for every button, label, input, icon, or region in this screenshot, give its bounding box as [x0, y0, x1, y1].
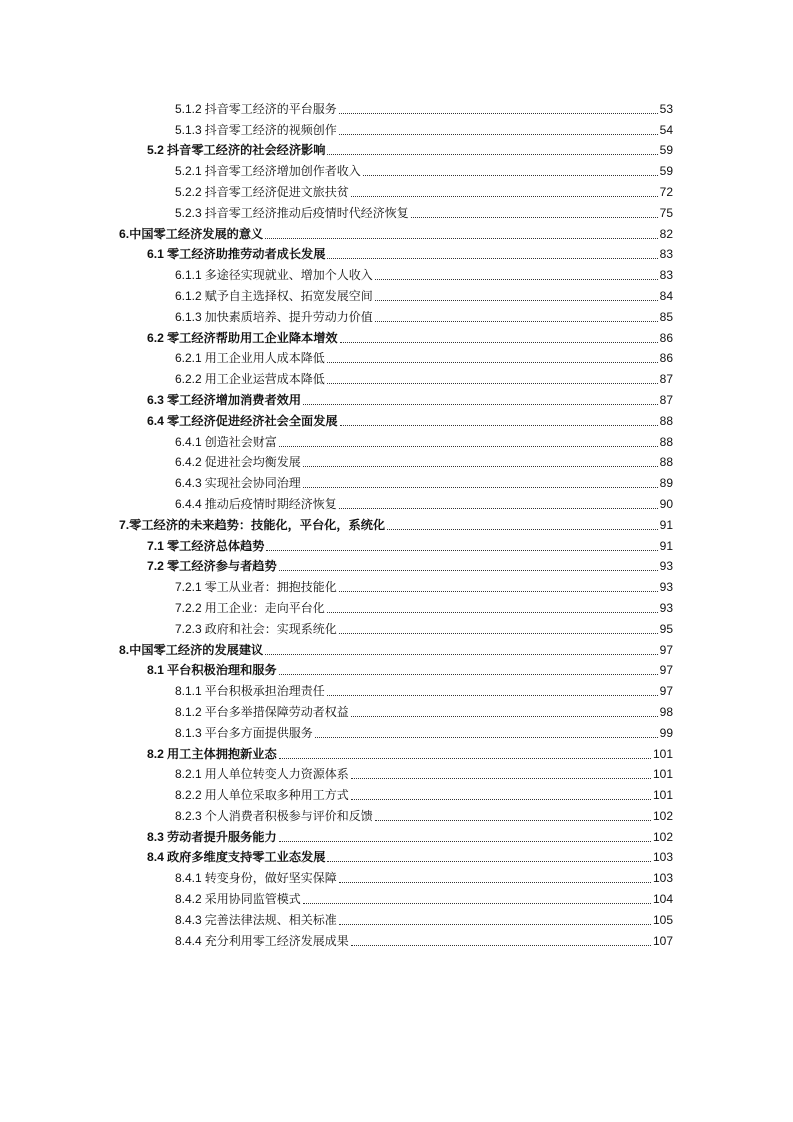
toc-entry-number: 5.1.3: [175, 122, 202, 137]
toc-entry-text: 实现社会协同治理: [204, 476, 301, 491]
toc-page-number: 54: [659, 122, 673, 137]
toc-entry-title: [175, 288, 373, 304]
toc-entry[interactable]: [119, 470, 673, 491]
toc-entry[interactable]: [119, 242, 673, 263]
dot-leader: [327, 362, 658, 363]
toc-page-number: 89: [659, 476, 673, 491]
toc-page-number: 98: [659, 704, 673, 719]
toc-entry-text: 零工经济助推劳动者成长发展: [166, 247, 326, 262]
toc-entry-number: 8.1.3: [175, 725, 202, 740]
dot-leader: [279, 446, 658, 447]
toc-entry-title: [175, 933, 349, 949]
toc-entry-number: 8.: [119, 642, 130, 657]
toc-entry-number: 8.2: [147, 746, 164, 761]
dot-leader: [375, 321, 658, 322]
toc-page-number: 83: [659, 268, 673, 283]
toc-entry-text: 零工经济增加消费者效用: [166, 392, 302, 407]
toc-page-number: 97: [659, 684, 673, 699]
toc-entry-number: 8.1: [147, 663, 164, 678]
toc-entry-text: 创造社会财富: [204, 434, 277, 449]
toc-page-number: 59: [659, 164, 673, 179]
toc-entry-title: [175, 704, 349, 720]
toc-page-number: 86: [659, 330, 673, 345]
toc-page-number: 93: [659, 559, 673, 574]
toc-entry-text: 用人单位转变人力资源体系: [204, 767, 349, 782]
toc-entry-title: [175, 101, 337, 117]
toc-entry-title: [175, 621, 337, 637]
toc-entry[interactable]: [119, 512, 673, 533]
toc-entry-title: [175, 184, 349, 200]
toc-entry-title: [175, 475, 301, 491]
toc-entry-number: 8.4.3: [175, 912, 202, 927]
toc-entry[interactable]: [119, 699, 673, 720]
dot-leader: [339, 134, 658, 135]
toc-page-number: 53: [659, 101, 673, 116]
toc-entry-title: [119, 517, 385, 533]
toc-entry-text: 抖音零工经济推动后疫情时代经济恢复: [204, 205, 409, 220]
dot-leader: [266, 550, 657, 551]
toc-entry-text: 加快素质培养、提升劳动力价值: [204, 309, 373, 324]
toc-page-number: 59: [659, 143, 673, 158]
toc-entry[interactable]: [119, 782, 673, 803]
toc-page-number: 72: [659, 184, 673, 199]
toc-entry-number: 6.4: [147, 413, 164, 428]
toc-page-number: 85: [659, 309, 673, 324]
toc-entry-title: [175, 163, 361, 179]
toc-entry-number: 6.1.1: [175, 268, 202, 283]
toc-entry-number: 7.: [119, 517, 130, 532]
toc-entry-number: 7.2.1: [175, 580, 202, 595]
toc-entry[interactable]: [119, 408, 673, 429]
dot-leader: [279, 570, 658, 571]
toc-entry[interactable]: [119, 554, 673, 575]
toc-entry[interactable]: [119, 637, 673, 658]
toc-entry-title: [175, 454, 301, 470]
toc-entry-text: 零工经济参与者趋势: [166, 559, 277, 574]
toc-page-number: 87: [659, 372, 673, 387]
toc-page-number: 88: [659, 413, 673, 428]
toc-entry-text: 用工企业：走向平台化: [204, 600, 325, 615]
toc-entry-title: [147, 330, 338, 346]
dot-leader: [327, 383, 658, 384]
toc-entry-text: 零工经济总体趋势: [166, 538, 265, 553]
toc-entry-text: 中国零工经济发展的意义: [129, 226, 264, 241]
toc-entry-number: 8.4.4: [175, 933, 202, 948]
toc-entry-number: 5.2.3: [175, 205, 202, 220]
dot-leader: [340, 425, 658, 426]
toc-entry[interactable]: [119, 283, 673, 304]
toc-page-number: 103: [652, 871, 673, 886]
toc-entry[interactable]: [119, 762, 673, 783]
dot-leader: [339, 113, 658, 114]
toc-entry[interactable]: [119, 387, 673, 408]
toc-entry-number: 6.4.4: [175, 496, 202, 511]
dot-leader: [315, 737, 658, 738]
toc-entry-number: 5.1.2: [175, 101, 202, 116]
toc-entry-title: [147, 538, 264, 554]
toc-entry-title: [175, 267, 373, 283]
toc-entry-number: 7.2: [147, 559, 164, 574]
toc-entry-text: 用工主体拥抱新业态: [166, 746, 277, 761]
toc-entry[interactable]: [119, 865, 673, 886]
toc-entry-title: [147, 849, 325, 865]
toc-entry-title: [147, 413, 338, 429]
table-of-contents: [119, 96, 673, 949]
toc-entry-text: 劳动者提升服务能力: [166, 829, 277, 844]
toc-entry-text: 促进社会均衡发展: [204, 455, 301, 470]
dot-leader: [339, 508, 658, 509]
toc-entry-title: [147, 142, 325, 158]
toc-entry-title: [175, 579, 337, 595]
toc-entry[interactable]: [119, 886, 673, 907]
dot-leader: [387, 529, 658, 530]
toc-entry-number: 6.2.1: [175, 351, 202, 366]
toc-entry-text: 政府多维度支持零工业态发展: [166, 850, 326, 865]
toc-entry-number: 8.1.1: [175, 684, 202, 699]
toc-entry[interactable]: [119, 366, 673, 387]
dot-leader: [375, 820, 651, 821]
toc-page-number: 84: [659, 288, 673, 303]
toc-entry-title: [175, 205, 409, 221]
toc-entry-text: 平台多举措保障劳动者权益: [204, 704, 349, 719]
toc-page-number: 97: [659, 642, 673, 657]
toc-entry-text: 零工经济促进经济社会全面发展: [166, 413, 338, 428]
toc-entry-text: 用工企业用人成本降低: [204, 351, 325, 366]
toc-entry-number: 6.1.2: [175, 288, 202, 303]
dot-leader: [303, 903, 651, 904]
toc-entry[interactable]: [119, 803, 673, 824]
dot-leader: [340, 342, 658, 343]
toc-entry-text: 政府和社会：实现系统化: [204, 621, 337, 636]
toc-entry-title: [175, 434, 277, 450]
toc-entry-text: 抖音零工经济的社会经济影响: [166, 143, 326, 158]
toc-page-number: 91: [659, 517, 673, 532]
toc-entry[interactable]: [119, 678, 673, 699]
dot-leader: [339, 591, 658, 592]
toc-page-number: 105: [652, 912, 673, 927]
toc-entry[interactable]: [119, 262, 673, 283]
toc-entry-title: [147, 829, 277, 845]
toc-page-number: 93: [659, 600, 673, 615]
dot-leader: [303, 404, 658, 405]
toc-entry-title: [147, 246, 325, 262]
dot-leader: [375, 300, 658, 301]
dot-leader: [363, 175, 658, 176]
toc-entry-number: 6.4.1: [175, 434, 202, 449]
toc-entry[interactable]: [119, 616, 673, 637]
toc-entry-title: [175, 891, 301, 907]
toc-entry-title: [175, 122, 337, 138]
toc-entry-title: [175, 870, 337, 886]
toc-entry[interactable]: [119, 533, 673, 554]
toc-entry-number: 8.2.1: [175, 767, 202, 782]
dot-leader: [303, 487, 658, 488]
toc-entry-text: 用工企业运营成本降低: [204, 372, 325, 387]
dot-leader: [265, 238, 657, 239]
toc-entry[interactable]: [119, 720, 673, 741]
toc-entry-number: 5.2.2: [175, 184, 202, 199]
toc-entry[interactable]: [119, 179, 673, 200]
toc-entry-text: 充分利用零工经济发展成果: [204, 933, 349, 948]
toc-entry-text: 平台多方面提供服务: [204, 725, 313, 740]
toc-page-number: 104: [652, 892, 673, 907]
toc-entry-text: 完善法律法规、相关标准: [204, 912, 337, 927]
toc-entry-number: 8.1.2: [175, 704, 202, 719]
dot-leader: [351, 196, 658, 197]
toc-page-number: 102: [652, 829, 673, 844]
toc-entry[interactable]: [119, 491, 673, 512]
toc-entry-number: 6.2: [147, 330, 164, 345]
toc-entry-text: 用人单位采取多种用工方式: [204, 788, 349, 803]
toc-entry-number: 8.3: [147, 829, 164, 844]
toc-entry-text: 抖音零工经济的视频创作: [204, 122, 337, 137]
toc-entry-title: [175, 309, 373, 325]
toc-entry-number: 5.2.1: [175, 164, 202, 179]
toc-entry-title: [147, 558, 277, 574]
toc-entry[interactable]: [119, 928, 673, 949]
toc-entry-title: [175, 371, 325, 387]
toc-entry-title: [175, 912, 337, 928]
dot-leader: [339, 924, 651, 925]
toc-entry-number: 8.4.1: [175, 871, 202, 886]
dot-leader: [279, 758, 651, 759]
dot-leader: [279, 674, 658, 675]
toc-entry[interactable]: [119, 325, 673, 346]
toc-entry[interactable]: [119, 200, 673, 221]
toc-entry-title: [175, 496, 337, 512]
dot-leader: [279, 841, 651, 842]
toc-page-number: 103: [652, 850, 673, 865]
toc-entry-title: [175, 787, 349, 803]
toc-entry[interactable]: [119, 907, 673, 928]
toc-entry-number: 6.: [119, 226, 130, 241]
toc-entry[interactable]: [119, 429, 673, 450]
dot-leader: [327, 154, 657, 155]
toc-entry-text: 采用协同监管模式: [204, 892, 301, 907]
toc-entry-title: [175, 808, 373, 824]
dot-leader: [375, 279, 658, 280]
toc-entry-number: 6.1: [147, 247, 164, 262]
toc-entry[interactable]: [119, 117, 673, 138]
toc-entry[interactable]: [119, 221, 673, 242]
toc-entry-text: 中国零工经济的发展建议: [129, 642, 264, 657]
toc-page-number: 93: [659, 580, 673, 595]
toc-entry-text: 抖音零工经济促进文旅扶贫: [204, 184, 349, 199]
dot-leader: [351, 716, 658, 717]
toc-entry[interactable]: [119, 96, 673, 117]
toc-entry-number: 8.2.3: [175, 808, 202, 823]
dot-leader: [303, 466, 658, 467]
toc-page-number: 101: [652, 746, 673, 761]
toc-entry-text: 平台积极承担治理责任: [204, 684, 325, 699]
toc-entry-number: 6.4.2: [175, 455, 202, 470]
toc-page-number: 82: [659, 226, 673, 241]
toc-entry-title: [175, 683, 325, 699]
toc-entry-title: [175, 600, 325, 616]
toc-entry[interactable]: [119, 304, 673, 325]
toc-entry[interactable]: [119, 824, 673, 845]
toc-entry-number: 8.4.2: [175, 892, 202, 907]
toc-entry-text: 抖音零工经济增加创作者收入: [204, 164, 361, 179]
toc-entry-number: 8.2.2: [175, 788, 202, 803]
toc-entry-text: 转变身份，做好坚实保障: [204, 871, 337, 886]
dot-leader: [327, 612, 658, 613]
toc-entry-text: 平台积极治理和服务: [166, 663, 277, 678]
toc-entry-text: 多途径实现就业、增加个人收入: [204, 268, 373, 283]
toc-entry-number: 6.2.2: [175, 372, 202, 387]
toc-entry-number: 6.3: [147, 392, 164, 407]
toc-page-number: 99: [659, 725, 673, 740]
toc-entry-number: 8.4: [147, 850, 164, 865]
toc-entry[interactable]: [119, 574, 673, 595]
toc-entry-title: [119, 642, 263, 658]
toc-page-number: 101: [652, 788, 673, 803]
toc-entry-title: [147, 662, 277, 678]
dot-leader: [265, 654, 657, 655]
toc-page-number: 107: [652, 933, 673, 948]
toc-page-number: 101: [652, 767, 673, 782]
toc-entry-text: 零工经济的未来趋势：技能化，平台化，系统化: [129, 517, 386, 532]
toc-entry[interactable]: [119, 658, 673, 679]
toc-entry[interactable]: [119, 845, 673, 866]
toc-entry-title: [147, 746, 277, 762]
toc-entry[interactable]: [119, 158, 673, 179]
toc-entry[interactable]: [119, 741, 673, 762]
toc-entry-number: 6.1.3: [175, 309, 202, 324]
toc-page-number: 91: [659, 538, 673, 553]
toc-entry-text: 零工经济帮助用工企业降本增效: [166, 330, 338, 345]
toc-page-number: 88: [659, 434, 673, 449]
toc-page-number: 75: [659, 205, 673, 220]
toc-page-number: 97: [659, 663, 673, 678]
toc-entry-number: 7.1: [147, 538, 164, 553]
toc-entry-number: 7.2.3: [175, 621, 202, 636]
toc-page-number: 87: [659, 392, 673, 407]
toc-entry-number: 6.4.3: [175, 476, 202, 491]
dot-leader: [327, 258, 657, 259]
toc-page-number: 95: [659, 621, 673, 636]
dot-leader: [351, 945, 651, 946]
toc-entry-text: 推动后疫情时期经济恢复: [204, 496, 337, 511]
toc-entry-title: [119, 226, 263, 242]
toc-entry[interactable]: [119, 346, 673, 367]
dot-leader: [339, 633, 658, 634]
toc-entry-text: 个人消费者积极参与评价和反馈: [204, 808, 373, 823]
toc-entry-title: [175, 350, 325, 366]
toc-page-number: 86: [659, 351, 673, 366]
toc-page-number: 102: [652, 808, 673, 823]
toc-page-number: 90: [659, 496, 673, 511]
toc-entry-text: 零工从业者：拥抱技能化: [204, 580, 337, 595]
toc-page-number: 83: [659, 247, 673, 262]
toc-entry-title: [175, 766, 349, 782]
toc-page-number: 88: [659, 455, 673, 470]
dot-leader: [327, 695, 658, 696]
dot-leader: [351, 799, 651, 800]
dot-leader: [351, 778, 651, 779]
toc-entry-text: 抖音零工经济的平台服务: [204, 101, 337, 116]
dot-leader: [411, 217, 658, 218]
toc-entry[interactable]: [119, 138, 673, 159]
dot-leader: [327, 861, 651, 862]
toc-entry-title: [147, 392, 301, 408]
toc-entry-number: 5.2: [147, 143, 164, 158]
toc-entry-text: 赋予自主选择权、拓宽发展空间: [204, 288, 373, 303]
toc-entry-number: 7.2.2: [175, 600, 202, 615]
toc-entry-title: [175, 725, 313, 741]
dot-leader: [339, 882, 651, 883]
toc-entry[interactable]: [119, 450, 673, 471]
toc-entry[interactable]: [119, 595, 673, 616]
